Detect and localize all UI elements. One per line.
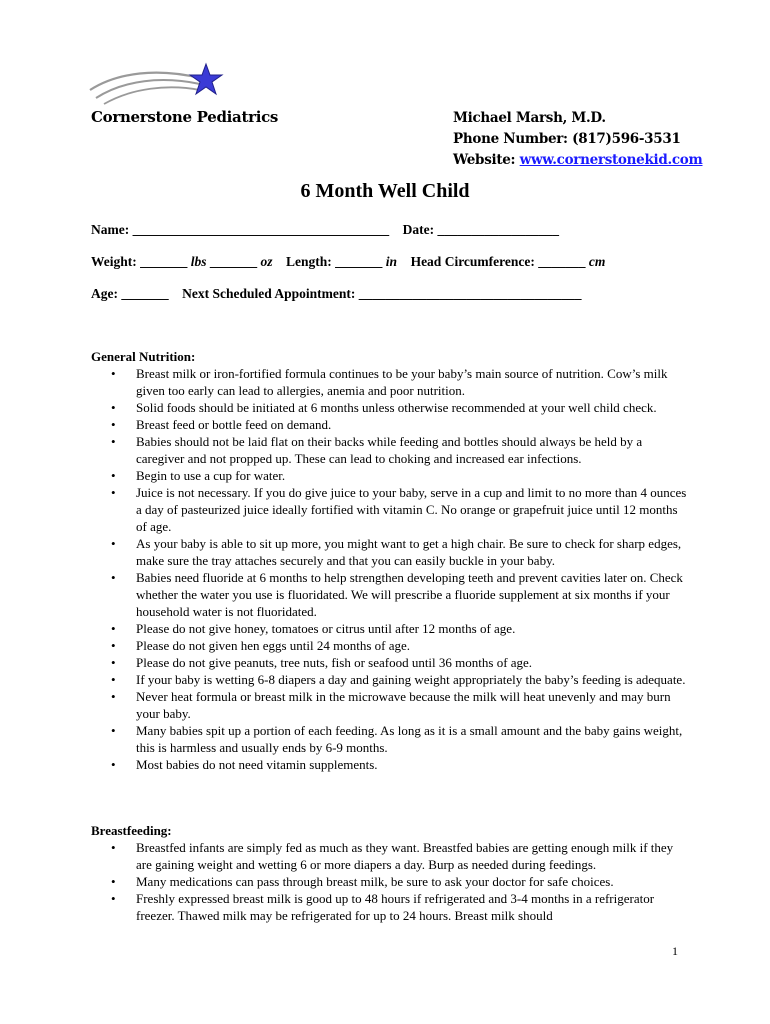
website-label: Website:	[453, 152, 520, 168]
page-number: 1	[672, 944, 678, 958]
doctor-name: Michael Marsh, M.D.	[453, 110, 606, 126]
list-item: • Please do not given hen eggs until 24 months of age.	[111, 638, 411, 653]
list-item: • Babies need fluoride at 6 months to help strengthen developing teeth and prevent cavities later on. Check whether the water you use is fluoridated. We will prescribe a fluoride supplement at six months if your household water is not fluoridated.	[111, 570, 683, 619]
breastfeeding-section	[91, 822, 691, 924]
bullet-icon: •	[111, 570, 116, 585]
date-label: Date:	[402, 222, 435, 237]
practice-name: Cornerstone Pediatrics	[91, 108, 279, 126]
phone-label: Phone Number:	[453, 131, 573, 147]
measurements-row	[91, 254, 605, 270]
name-blank[interactable]: ______________________________________	[132, 222, 390, 237]
bullet-icon: •	[111, 723, 116, 738]
bullet-icon: •	[111, 434, 116, 449]
page-title: 6 Month Well Child	[300, 180, 470, 202]
doctor-contact-block	[453, 108, 702, 171]
name-label: Name:	[91, 222, 130, 237]
bullet-icon: •	[111, 621, 116, 636]
list-item: • Please do not give peanuts, tree nuts, fish or seafood until 36 months of age.	[111, 655, 533, 670]
length-label: Length:	[286, 254, 332, 269]
cornerstone-star-logo	[88, 60, 228, 108]
head-circumference-blank[interactable]: _______	[538, 254, 586, 269]
list-item: • Solid foods should be initiated at 6 months unless otherwise recommended at your well child check.	[111, 400, 657, 415]
phone-line	[453, 129, 702, 150]
appointment-label: Next Scheduled Appointment:	[182, 286, 356, 301]
list-item: • As your baby is able to sit up more, you might want to get a high chair. Be sure to check for sharp edges, make sure the tray attaches securely and that you can easily buckle in your baby.	[111, 536, 682, 568]
bullet-icon: •	[111, 468, 116, 483]
appointment-blank[interactable]: _________________________________	[358, 286, 582, 301]
website-line	[453, 150, 702, 171]
bullet-icon: •	[111, 655, 116, 670]
oz-unit: oz	[260, 254, 273, 269]
list-item: • Breast milk or iron-fortified formula continues to be your baby’s main source of nutrition. Cow’s milk given too early can lead to allergies, anemia and poor nutrition.	[111, 366, 668, 398]
bullet-icon: •	[111, 400, 116, 415]
bullet-icon: •	[111, 417, 116, 432]
list-item: • Freshly expressed breast milk is good up to 48 hours if refrigerated and 3-4 months in a refrigerator freezer. Thawed milk may be refrigerated for up to 24 hours. Breast milk should	[111, 891, 655, 923]
website-link[interactable]: www.cornerstonekid.com	[519, 152, 703, 168]
list-item: • Most babies do not need vitamin supplements.	[111, 757, 378, 772]
weight-label: Weight:	[91, 254, 137, 269]
list-item: • Many babies spit up a portion of each feeding. As long as it is a small amount and the baby gains weight, this is harmless and usually ends by 6-9 months.	[111, 723, 683, 755]
list-item: • Never heat formula or breast milk in the microwave because the milk will heat unevenly and may burn your baby.	[111, 689, 671, 721]
bullet-icon: •	[111, 536, 116, 551]
general-nutrition-heading: General Nutrition:	[91, 349, 196, 364]
bullet-icon: •	[111, 689, 116, 704]
list-item: • If your baby is wetting 6-8 diapers a day and gaining weight appropriately the baby’s feeding is adequate.	[111, 672, 686, 687]
lbs-unit: lbs	[190, 254, 207, 269]
bullet-icon: •	[111, 891, 116, 906]
list-item: • Breastfed infants are simply fed as much as they want. Breastfed babies are getting enough milk if they are gaining weight and wetting 6 or more diapers a day. Burp as needed during feedings.	[111, 840, 674, 872]
bullet-icon: •	[111, 485, 116, 500]
bullet-icon: •	[111, 638, 116, 653]
bullet-icon: •	[111, 840, 116, 855]
age-label: Age:	[91, 286, 118, 301]
name-date-row	[91, 222, 559, 238]
general-nutrition-section	[91, 348, 691, 773]
breastfeeding-heading: Breastfeeding:	[91, 823, 172, 838]
length-blank[interactable]: _______	[335, 254, 383, 269]
bullet-icon: •	[111, 366, 116, 381]
general-nutrition-list	[91, 365, 691, 773]
head-circumference-label: Head Circumference:	[410, 254, 535, 269]
age-appointment-row	[91, 286, 582, 302]
in-unit: in	[385, 254, 398, 269]
bullet-icon: •	[111, 757, 116, 772]
weight-oz-blank[interactable]: _______	[209, 254, 258, 269]
cm-unit: cm	[588, 254, 606, 269]
list-item: • Begin to use a cup for water.	[111, 468, 286, 483]
age-blank[interactable]: _______	[121, 286, 169, 301]
list-item: • Please do not give honey, tomatoes or citrus until after 12 months of age.	[111, 621, 516, 636]
list-item: • Breast feed or bottle feed on demand.	[111, 417, 332, 432]
bullet-icon: •	[111, 672, 116, 687]
list-item: • Juice is not necessary. If you do give juice to your baby, serve in a cup and limit to no more than 4 ounces a day of pasteurized juice ideally fortified with vitamin C. No orange or grapefruit juice until 12 months of age.	[111, 485, 687, 534]
list-item: • Babies should not be laid flat on their backs while feeding and bottles should always be held by a caregiver and not propped up. These can lead to choking and increased ear infections.	[111, 434, 643, 466]
weight-lbs-blank[interactable]: _______	[140, 254, 188, 269]
date-blank[interactable]: __________________	[437, 222, 559, 237]
bullet-icon: •	[111, 874, 116, 889]
list-item: • Many medications can pass through breast milk, be sure to ask your doctor for safe choices.	[111, 874, 614, 889]
phone-number: (817)596-3531	[572, 131, 681, 147]
breastfeeding-list	[91, 839, 691, 924]
